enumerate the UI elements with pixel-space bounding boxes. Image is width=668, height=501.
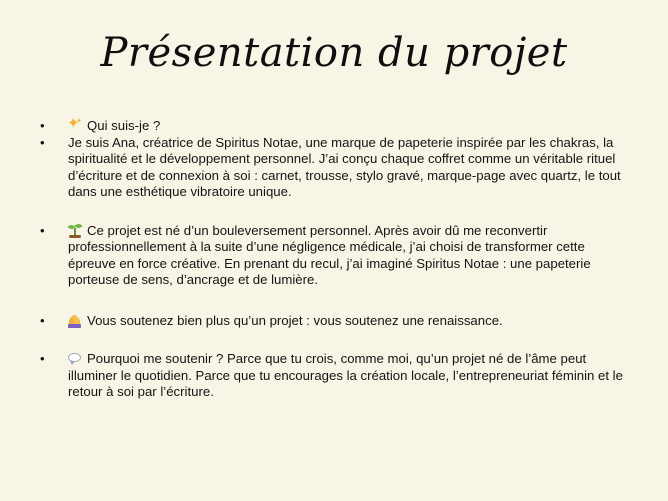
bullet-marker: • xyxy=(40,222,45,238)
bullet-item xyxy=(40,223,630,289)
bullet-item xyxy=(40,351,630,401)
bullet-marker: • xyxy=(40,351,45,366)
sparkle-icon xyxy=(68,119,81,132)
speech-bubble-icon xyxy=(68,352,81,365)
bullet-marker: • xyxy=(40,134,45,150)
bullet-item xyxy=(40,135,630,201)
bullet-text: Vous soutenez bien plus qu’un projet : vous soutenez une renaissance. xyxy=(87,312,503,328)
bullet-marker: • xyxy=(40,118,45,133)
bullet-text: Pourquoi me soutenir ? Parce que tu crois, comme moi, qu’un projet né de l’âme peut illuminer le quotidien. Parce que tu encourages la création locale, l’entrepreneuriat féminin et le retour à soi par l’écriture. xyxy=(68,351,623,399)
bullet-marker: • xyxy=(40,312,45,328)
slide-title: Présentation du projet xyxy=(100,30,568,76)
bullet-text: Je suis Ana, créatrice de Spiritus Notae, une marque de papeterie inspirée par les chakras, la spiritualité et le développement personnel. J’ai conçu chaque coffret comme un véritable rituel d’écriture et de connexion à soi : carnet, trousse, stylo gravé, marque-page avec quartz, le tout dans une esthétique vibratoire unique. xyxy=(68,134,621,199)
praying-hands-icon xyxy=(68,314,81,327)
bullet-item xyxy=(40,313,630,330)
bullet-item xyxy=(40,118,630,135)
bullet-text: Ce projet est né d’un bouleversement personnel. Après avoir dû me reconvertir professionnellement à la suite d’une négligence médicale, j’ai choisi de transformer cette épreuve en force créative. En prenant du recul, j’ai imaginé Spiritus Notae : une papeterie porteuse de sens, d’ancrage et de lumière. xyxy=(68,222,591,287)
bullet-list xyxy=(40,118,630,401)
seedling-icon xyxy=(68,224,81,237)
bullet-text: Qui suis-je ? xyxy=(87,118,161,133)
